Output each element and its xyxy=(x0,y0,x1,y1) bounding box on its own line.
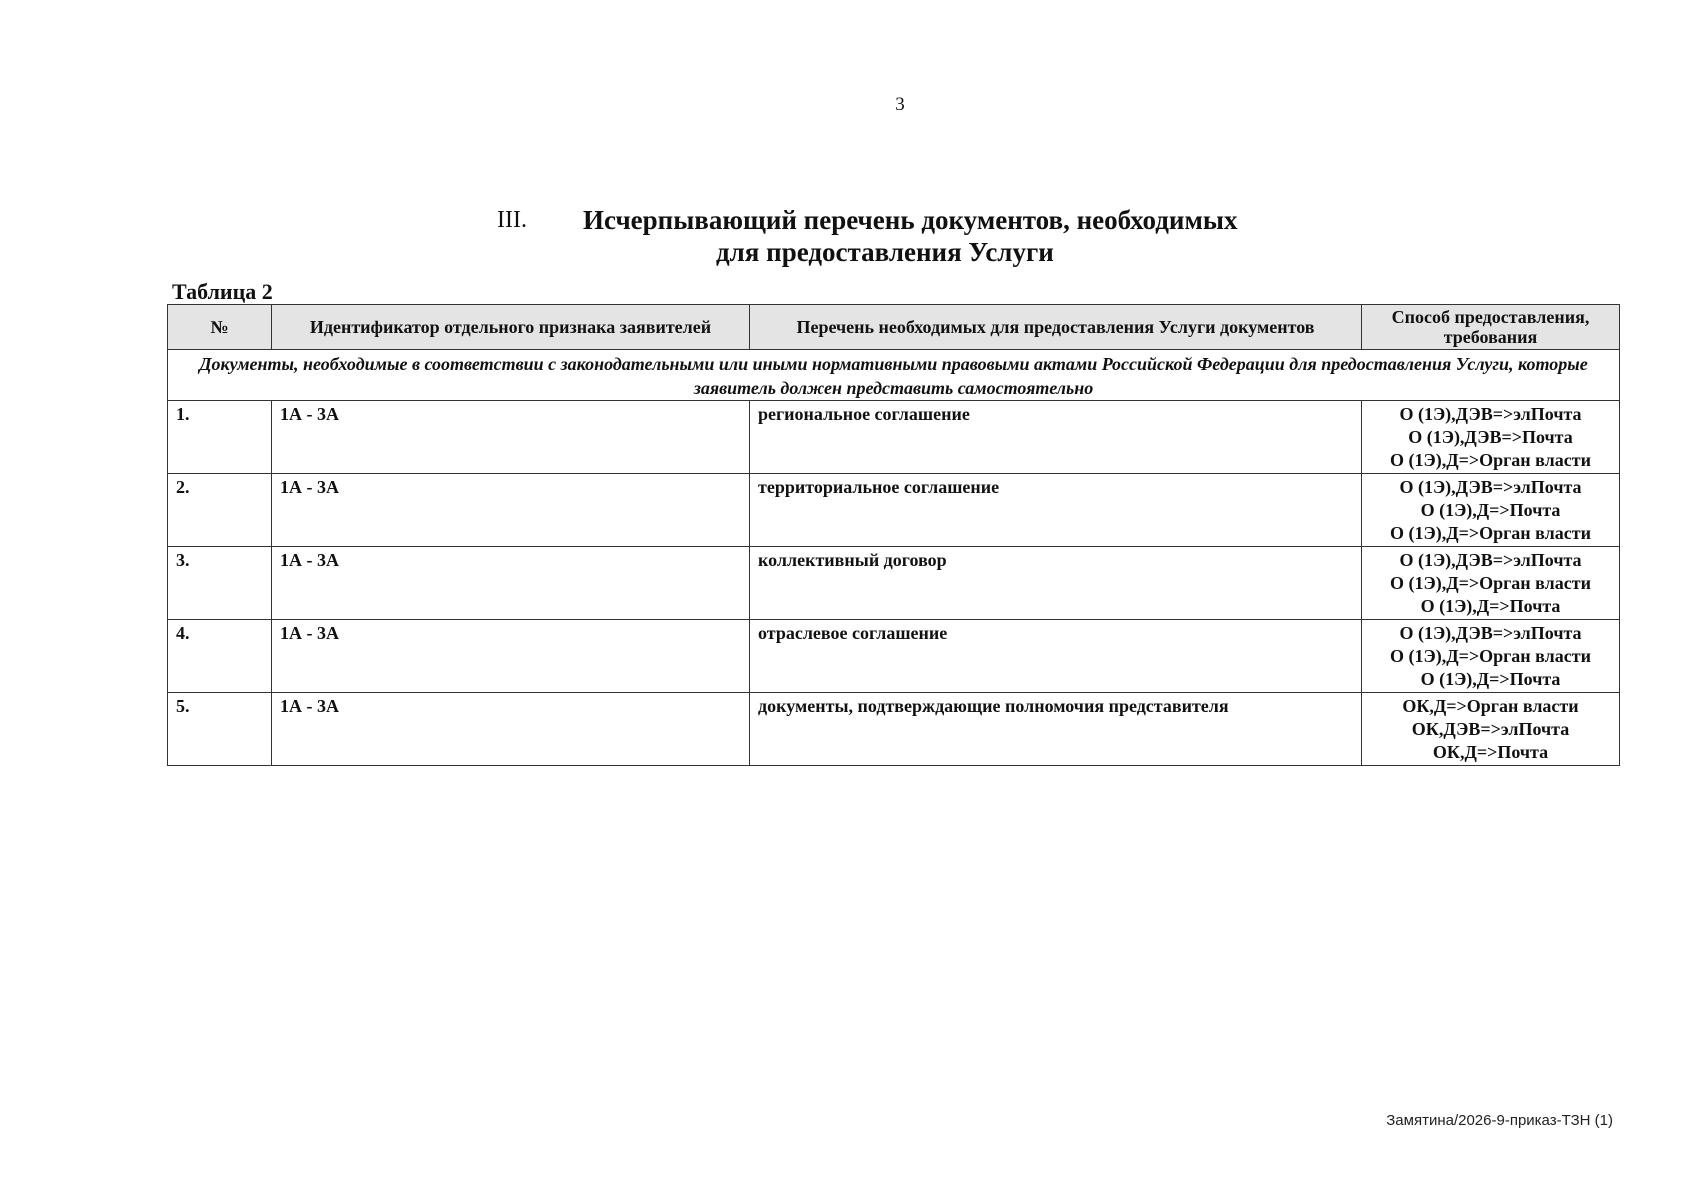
method-line: О (1Э),ДЭВ=>элПочта xyxy=(1399,550,1582,570)
method-line: О (1Э),Д=>Почта xyxy=(1420,669,1561,689)
header-submission-method: Способ предоставления, требования xyxy=(1362,305,1620,350)
section-number: III. xyxy=(497,207,527,233)
documents-table xyxy=(167,304,1620,766)
table-row xyxy=(168,693,1620,766)
method-line: О (1Э),ДЭВ=>элПочта xyxy=(1399,623,1582,643)
method-line: О (1Э),Д=>Орган власти xyxy=(1390,646,1591,666)
row-identifier: 1А - 3А xyxy=(272,474,750,547)
row-document: отраслевое соглашение xyxy=(750,620,1362,693)
row-number: 2. xyxy=(168,474,272,547)
page-number: 3 xyxy=(895,94,905,115)
method-line: О (1Э),ДЭВ=>Почта xyxy=(1408,427,1573,447)
method-line: О (1Э),Д=>Орган власти xyxy=(1390,450,1591,470)
row-identifier: 1А - 3А xyxy=(272,620,750,693)
footer-document-reference: Замятина/2026-9-приказ-ТЗН (1) xyxy=(1386,1112,1613,1129)
row-identifier: 1А - 3А xyxy=(272,401,750,474)
row-methods xyxy=(1362,547,1620,620)
row-document: территориальное соглашение xyxy=(750,474,1362,547)
row-number: 1. xyxy=(168,401,272,474)
table-row xyxy=(168,401,1620,474)
row-document: региональное соглашение xyxy=(750,401,1362,474)
row-identifier: 1А - 3А xyxy=(272,547,750,620)
method-line: О (1Э),ДЭВ=>элПочта xyxy=(1399,477,1582,497)
group-title: Документы, необходимые в соответствии с законодательными или иными нормативными правовыми актами Российской Федерации для предоставления Услуги, которые заявитель должен представить самостоятельно xyxy=(168,350,1620,401)
row-document: коллективный договор xyxy=(750,547,1362,620)
row-methods xyxy=(1362,620,1620,693)
method-line: О (1Э),ДЭВ=>элПочта xyxy=(1399,404,1582,424)
group-row xyxy=(168,350,1620,401)
table-row xyxy=(168,547,1620,620)
method-line: ОК,ДЭВ=>элПочта xyxy=(1411,719,1570,739)
method-line: О (1Э),Д=>Почта xyxy=(1420,500,1561,520)
table-row xyxy=(168,620,1620,693)
row-methods xyxy=(1362,401,1620,474)
header-number: № xyxy=(168,305,272,350)
header-identifier: Идентификатор отдельного признака заявителей xyxy=(272,305,750,350)
header-document-list: Перечень необходимых для предоставления Услуги документов xyxy=(750,305,1362,350)
method-line: ОК,Д=>Орган власти xyxy=(1402,696,1579,716)
method-line: ОК,Д=>Почта xyxy=(1432,742,1549,762)
method-line: О (1Э),Д=>Орган власти xyxy=(1390,523,1591,543)
row-methods xyxy=(1362,474,1620,547)
section-title-line-1: Исчерпывающий перечень документов, необходимых xyxy=(583,205,1238,235)
method-line: О (1Э),Д=>Орган власти xyxy=(1390,573,1591,593)
section-title-line-2: для предоставления Услуги xyxy=(716,237,1054,267)
table-header-row xyxy=(168,305,1620,350)
table-row xyxy=(168,474,1620,547)
row-methods xyxy=(1362,693,1620,766)
table-caption: Таблица 2 xyxy=(172,279,273,304)
row-document: документы, подтверждающие полномочия представителя xyxy=(750,693,1362,766)
row-identifier: 1А - 3А xyxy=(272,693,750,766)
row-number: 3. xyxy=(168,547,272,620)
row-number: 4. xyxy=(168,620,272,693)
row-number: 5. xyxy=(168,693,272,766)
method-line: О (1Э),Д=>Почта xyxy=(1420,596,1561,616)
